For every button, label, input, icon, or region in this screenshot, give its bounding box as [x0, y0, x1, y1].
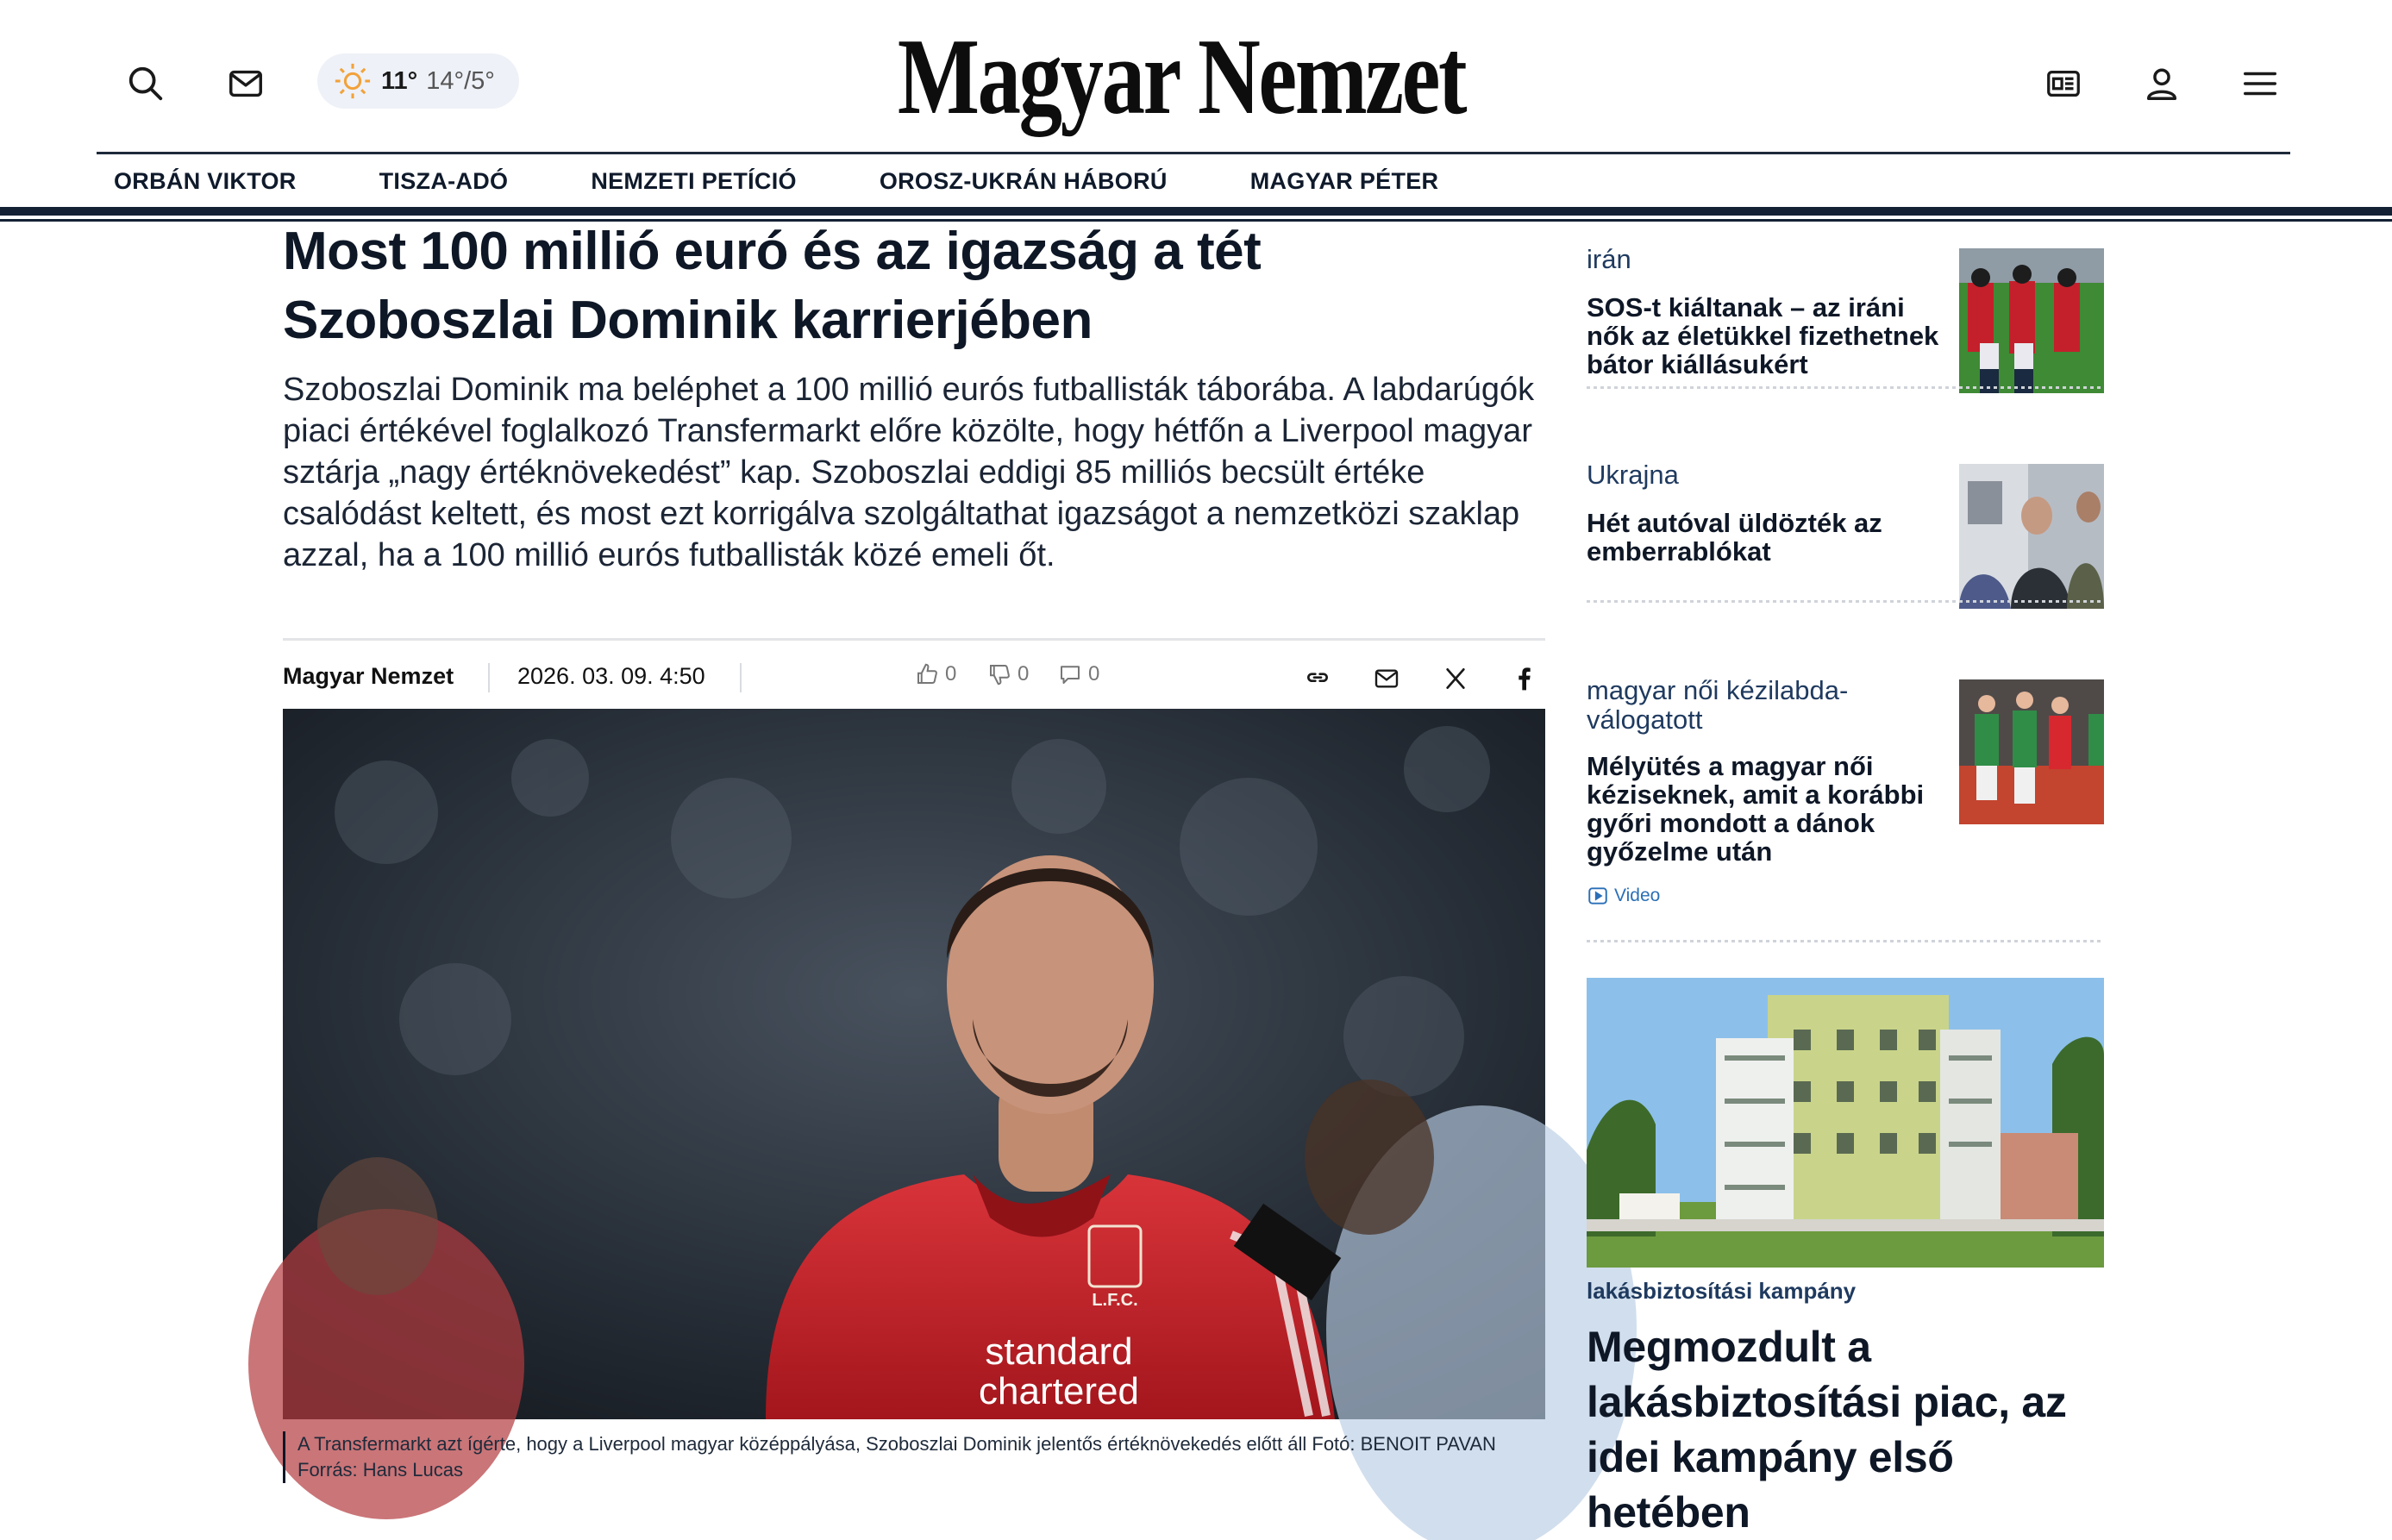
share-email-button[interactable]	[1362, 654, 1411, 703]
video-play-icon	[1587, 885, 1609, 907]
sidebar-article-thumbnail[interactable]	[1959, 248, 2104, 393]
nav-item-tisza-ado[interactable]: TISZA-ADÓ	[379, 167, 509, 194]
article-date: 2026. 03. 09. 4:50	[517, 663, 705, 689]
sidebar-article-thumbnail[interactable]	[1959, 464, 2104, 609]
mail-icon[interactable]	[222, 60, 269, 107]
sidebar-article-title[interactable]: Hét autóval üldözték az emberrablókat	[1587, 508, 1882, 567]
nav-item-nemzeti-peticio[interactable]: NEMZETI PETÍCIÓ	[591, 167, 797, 194]
user-icon[interactable]	[2138, 60, 2185, 107]
article-author[interactable]: Magyar Nemzet	[283, 663, 454, 689]
sun-icon	[333, 61, 373, 101]
share-facebook-button[interactable]	[1500, 654, 1549, 703]
menu-icon[interactable]	[2237, 60, 2283, 107]
search-icon[interactable]	[122, 60, 169, 107]
weather-current-temp: 11°	[381, 66, 418, 95]
shirt-sponsor-line-1: standard	[985, 1330, 1133, 1373]
meta-separator	[488, 663, 490, 692]
featured-article-title[interactable]: Megmozdult a lakásbiztosítási piac, az idei kampány első hetében	[1587, 1323, 2067, 1537]
nav-item-magyar-peter[interactable]: MAGYAR PÉTER	[1249, 167, 1439, 194]
like-count: 0	[945, 662, 957, 685]
dislike-button[interactable]	[986, 661, 1029, 687]
sidebar-article-tag[interactable]: Ukrajna	[1587, 460, 1679, 490]
sidebar-article-tag[interactable]: irán	[1587, 244, 1631, 274]
shirt-sponsor-line-2: chartered	[979, 1370, 1139, 1412]
sidebar-article[interactable]	[1587, 460, 2104, 566]
sidebar-article[interactable]	[1587, 676, 2104, 907]
mail-icon	[1373, 665, 1400, 692]
video-label[interactable]	[1587, 885, 2104, 907]
link-icon	[1304, 665, 1331, 692]
comment-icon	[1057, 661, 1083, 687]
nav-item-orban-viktor[interactable]: ORBÁN VIKTOR	[114, 167, 297, 194]
site-header	[0, 0, 2392, 153]
sidebar-article-title[interactable]: Mélyütés a magyar női kéziseknek, amit a korábbi győri mondott a dánok győzelme után	[1587, 751, 1925, 867]
copy-link-button[interactable]	[1293, 654, 1342, 703]
nav-bottom-bar	[0, 207, 2392, 216]
share-x-button[interactable]	[1431, 654, 1480, 703]
like-button[interactable]	[914, 661, 956, 687]
newspaper-icon[interactable]	[2040, 60, 2087, 107]
sidebar-article[interactable]	[1587, 245, 2104, 379]
topic-nav	[97, 155, 1521, 207]
meta-separator	[740, 663, 742, 692]
sidebar-divider	[1587, 386, 2104, 389]
facebook-icon	[1511, 665, 1538, 692]
thumbs-up-icon	[914, 661, 940, 687]
nav-item-orosz-ukran-haboru[interactable]: OROSZ-UKRÁN HÁBORÚ	[879, 167, 1168, 194]
weather-range: 14°/5°	[426, 66, 495, 95]
header-divider	[97, 152, 2290, 154]
sidebar-divider	[1587, 600, 2104, 603]
article-title: Most 100 millió euró és az igazság a tét Szoboszlai Dominik karrierjében	[283, 222, 1262, 350]
shirt-club-text: L.F.C.	[1092, 1291, 1138, 1310]
dislike-count: 0	[1018, 662, 1030, 685]
sidebar-divider	[1587, 940, 2104, 942]
thumbs-down-icon	[986, 661, 1012, 687]
video-label-text: Video	[1614, 886, 1661, 905]
article-lead: Szoboszlai Dominik ma beléphet a 100 millió eurós futballisták táborába. A labdarúgók piaci értékével foglalkozó Transfermarkt előre közölte, hogy hétfőn a Liverpool magyar sztárja „nagy értéknövekedést” kap. Szoboszlai eddigi 85 milliós becsült értéke csalódást keltett, és most ezt korrigálva szolgáltathat igazságot a nemzetközi szaklap azzal, ha a 100 millió eurós futballisták közé emeli őt.	[283, 372, 1535, 573]
sidebar-article-tag[interactable]: magyar női kézilabda-válogatott	[1587, 675, 1849, 735]
article-meta-bar	[283, 638, 1545, 716]
comments-button[interactable]	[1057, 661, 1099, 687]
comment-count: 0	[1088, 662, 1100, 685]
article	[283, 217, 1545, 1481]
image-caption: A Transfermarkt azt ígérte, hogy a Liverpool magyar középpályása, Szoboszlai Dominik jelentős értéknövekedés előtt áll Fotó: BENOIT PAVAN Forrás: Hans Lucas	[283, 1431, 1545, 1483]
site-logo[interactable]: Magyar Nemzet	[897, 17, 1466, 137]
sidebar-article-title[interactable]: SOS-t kiáltanak – az iráni nők az életükkel fizethetnek bátor kiállásukért	[1587, 292, 1939, 379]
weather-widget[interactable]	[317, 53, 519, 109]
featured-article-tag[interactable]: lakásbiztosítási kampány	[1587, 1278, 1857, 1304]
x-icon	[1442, 665, 1469, 692]
featured-article-image[interactable]	[1587, 978, 2104, 1268]
article-hero-image[interactable]	[283, 709, 1545, 1419]
sidebar-article-thumbnail[interactable]	[1959, 679, 2104, 824]
